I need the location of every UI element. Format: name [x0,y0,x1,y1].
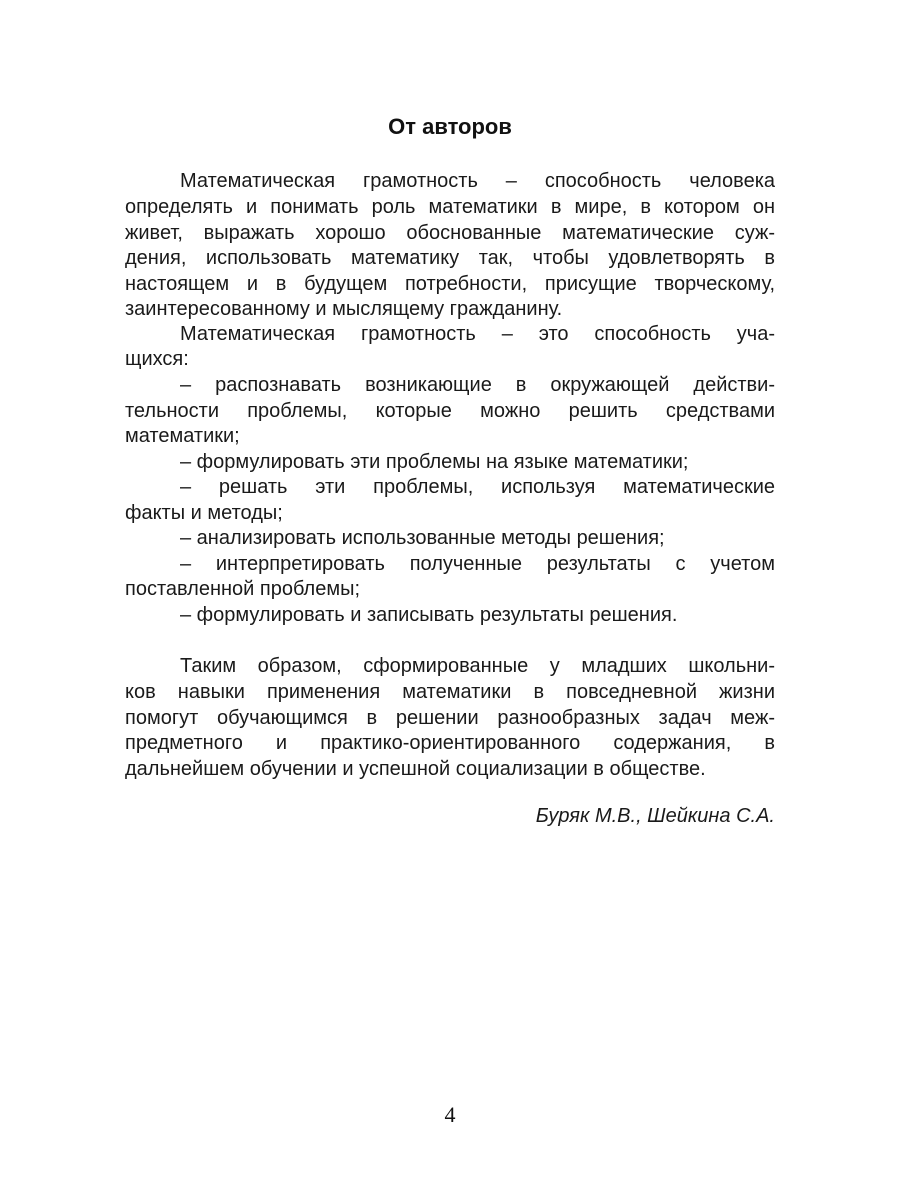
list-item-line: математики; [125,425,240,447]
paragraph-3-line: предметного и практико-ориентированного содержания, в [125,732,775,754]
list-item-line: факты и методы; [125,502,283,524]
paragraph-3-line: дальнейшем обучении и успешной социализации в обществе. [125,758,706,780]
authors-signature: Буряк М.В., Шейкина С.А. [535,805,775,827]
paragraph-1-line: живет, выражать хорошо обоснованные математические суж- [125,222,775,244]
paragraph-1-line: Математическая грамотность – способность человека [180,170,775,192]
paragraph-1-line: заинтересованному и мыслящему гражданину. [125,298,563,320]
list-item-line: – распознавать возникающие в окружающей действи- [180,374,775,396]
paragraph-2-line: щихся: [125,348,189,370]
paragraph-1-line: дения, использовать математику так, чтобы удовлетворять в [125,247,775,269]
paragraph-3-line: Таким образом, сформированные у младших школьни- [180,655,775,677]
list-item-line: – формулировать эти проблемы на языке математики; [180,451,689,473]
paragraph-2-line: Математическая грамотность – это способность уча- [180,323,775,345]
list-item-line: поставленной проблемы; [125,578,361,600]
paragraph-1-line: определять и понимать роль математики в мире, в котором он [125,196,775,218]
list-item-line: – интерпретировать полученные результаты с учетом [180,553,775,575]
list-item-line: – формулировать и записывать результаты решения. [180,604,678,626]
page-title: От авторов [388,114,512,139]
paragraph-3-line: ков навыки применения математики в повседневной жизни [125,681,775,703]
list-item-line: – анализировать использованные методы решения; [180,527,665,549]
list-item-line: – решать эти проблемы, используя математические [180,476,775,498]
list-item-line: тельности проблемы, которые можно решить средствами [125,400,775,422]
paragraph-3-line: помогут обучающимся в решении разнообразных задач меж- [125,707,775,729]
paragraph-1-line: настоящем и в будущем потребности, присущие творческому, [125,273,775,295]
page-number: 4 [444,1102,456,1127]
